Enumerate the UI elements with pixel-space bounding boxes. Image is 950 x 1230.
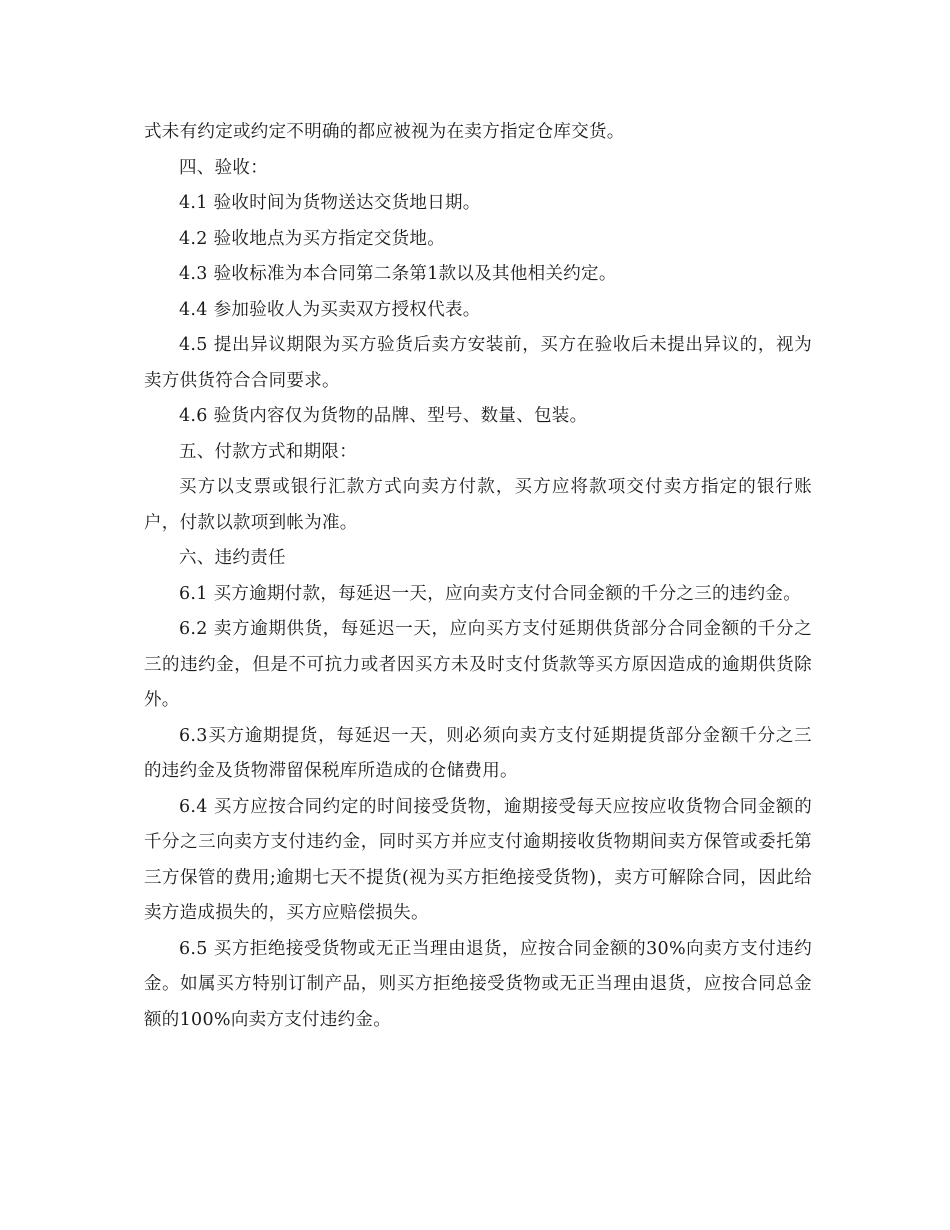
section-heading-acceptance: 四、验收：	[179, 157, 268, 178]
clause-4-6: 4.6 验货内容仅为货物的品牌、型号、数量、包装。	[179, 406, 588, 426]
paragraph-continuation: 式未有约定或约定不明确的都应被视为在卖方指定仓库交货。	[144, 122, 625, 142]
clause-6-4: 6.4 买方应按合同约定的时间接受货物，逾期接受每天应按应收货物合同金额的千分之三向卖方支付违约金，同时买方并应支付逾期接收货物期间卖方保管或委托第三方保管的费用;逾期七天不提货(视为买方拒绝接受货物)，卖方可解除合同，因此给卖方造成损失的，买方应赔偿损失。	[144, 796, 812, 923]
clause-4-4: 4.4 参加验收人为买卖双方授权代表。	[179, 299, 481, 320]
clause-6-1: 6.1 买方逾期付款，每延迟一天，应向卖方支付合同金额的千分之三的违约金。	[179, 583, 801, 604]
clause-6-5: 6.5 买方拒绝接受货物或无正当理由退货，应按合同金额的30%向卖方支付违约金。如属买方特别订制产品，则买方拒绝接受货物或无正当理由退货，应按合同总金额的100%向卖方支付违约金。	[144, 938, 812, 1030]
clause-4-5: 4.5 提出异议期限为买方验货后卖方安装前，买方在验收后未提出异议的，视为卖方供货符合合同要求。	[144, 335, 812, 391]
section-heading-payment: 五、付款方式和期限：	[179, 441, 357, 462]
document-body	[144, 115, 812, 1038]
clause-4-1: 4.1 验收时间为货物送达交货地日期。	[179, 193, 481, 213]
clause-4-3: 4.3 验收标准为本合同第二条第1款以及其他相关约定。	[179, 264, 617, 284]
clause-4-2: 4.2 验收地点为买方指定交货地。	[179, 228, 445, 249]
clause-6-2: 6.2 卖方逾期供货，每延迟一天，应向买方支付延期供货部分合同金额的千分之三的违约金，但是不可抗力或者因买方未及时支付货款等买方原因造成的逾期供货除外。	[144, 619, 812, 710]
section-heading-liability: 六、违约责任	[179, 548, 286, 568]
clause-6-3: 6.3买方逾期提货，每延迟一天，则必须向卖方支付延期提货部分金额千分之三的违约金及货物滞留保税库所造成的仓储费用。	[144, 725, 812, 781]
payment-paragraph: 买方以支票或银行汇款方式向卖方付款，买方应将款项交付卖方指定的银行账户，付款以款项到帐为准。	[144, 477, 812, 533]
